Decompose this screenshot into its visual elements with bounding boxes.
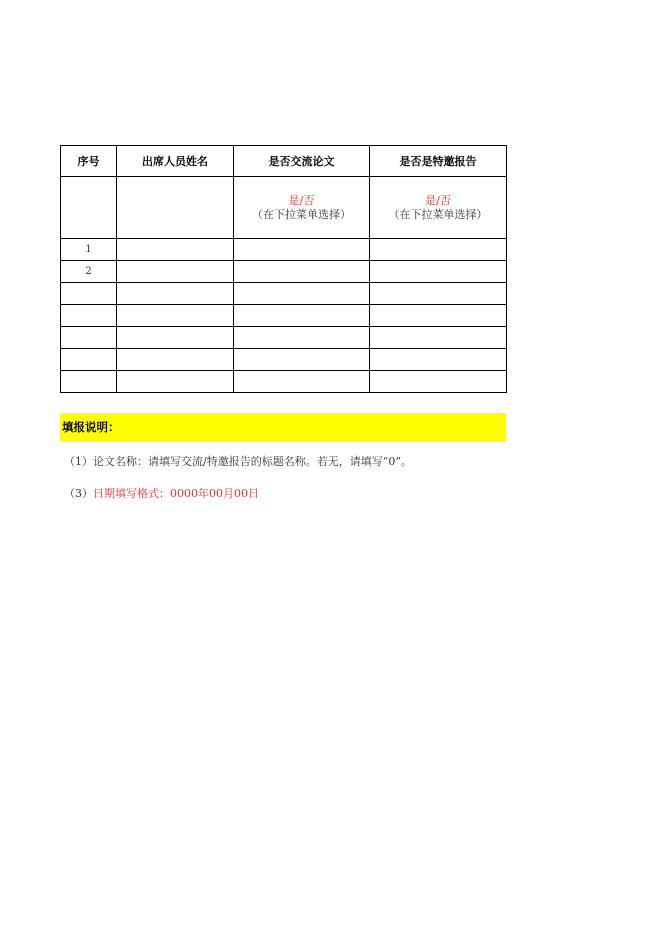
hint-row xyxy=(61,177,507,239)
yes-no-option-label: 是/否 xyxy=(288,193,315,207)
seq-cell[interactable]: 2 xyxy=(61,261,117,283)
exchange-paper-cell[interactable] xyxy=(234,349,370,371)
name-cell[interactable] xyxy=(117,283,234,305)
seq-cell[interactable] xyxy=(61,349,117,371)
hint-name-cell[interactable] xyxy=(117,177,234,239)
table-row xyxy=(61,261,507,283)
invited-report-cell[interactable] xyxy=(370,371,507,393)
table-row xyxy=(61,349,507,371)
name-cell[interactable] xyxy=(117,371,234,393)
name-cell[interactable] xyxy=(117,327,234,349)
note-date-format xyxy=(64,485,259,501)
seq-cell[interactable] xyxy=(61,371,117,393)
exchange-paper-cell[interactable] xyxy=(234,239,370,261)
table-header-row xyxy=(61,146,507,177)
attendee-table xyxy=(60,145,507,393)
filling-instructions-header: 填报说明： xyxy=(60,413,506,442)
exchange-paper-select-cell[interactable] xyxy=(234,177,370,239)
table-row xyxy=(61,305,507,327)
invited-report-cell[interactable] xyxy=(370,283,507,305)
exchange-paper-cell[interactable] xyxy=(234,305,370,327)
seq-cell[interactable]: 1 xyxy=(61,239,117,261)
invited-report-cell[interactable] xyxy=(370,349,507,371)
table-row xyxy=(61,239,507,261)
header-seq: 序号 xyxy=(61,146,117,177)
hint-seq-cell[interactable] xyxy=(61,177,117,239)
seq-cell[interactable] xyxy=(61,327,117,349)
header-invited-report: 是否是特邀报告 xyxy=(370,146,507,177)
header-attendee-name: 出席人员姓名 xyxy=(117,146,234,177)
table-row xyxy=(61,327,507,349)
exchange-paper-cell[interactable] xyxy=(234,371,370,393)
invited-report-cell[interactable] xyxy=(370,305,507,327)
invited-report-cell[interactable] xyxy=(370,239,507,261)
table-row xyxy=(61,283,507,305)
note-paper-title: （1）论文名称：请填写交流/特邀报告的标题名称。若无，请填写“0”。 xyxy=(64,455,412,468)
note-date-format-prefix: （3） xyxy=(64,487,93,500)
name-cell[interactable] xyxy=(117,305,234,327)
name-cell[interactable] xyxy=(117,349,234,371)
invited-report-cell[interactable] xyxy=(370,261,507,283)
dropdown-hint-label: （在下拉菜单选择） xyxy=(388,207,488,221)
exchange-paper-cell[interactable] xyxy=(234,283,370,305)
header-exchange-paper: 是否交流论文 xyxy=(234,146,370,177)
invited-report-select-cell[interactable] xyxy=(370,177,507,239)
name-cell[interactable] xyxy=(117,261,234,283)
table-row xyxy=(61,371,507,393)
name-cell[interactable] xyxy=(117,239,234,261)
exchange-paper-cell[interactable] xyxy=(234,327,370,349)
seq-cell[interactable] xyxy=(61,305,117,327)
invited-report-cell[interactable] xyxy=(370,327,507,349)
note-date-format-text: 日期填写格式：0000年00月00日 xyxy=(93,487,259,500)
yes-no-option-label: 是/否 xyxy=(425,193,451,207)
seq-cell[interactable] xyxy=(61,283,117,305)
exchange-paper-cell[interactable] xyxy=(234,261,370,283)
dropdown-hint-label: （在下拉菜单选择） xyxy=(252,207,351,221)
